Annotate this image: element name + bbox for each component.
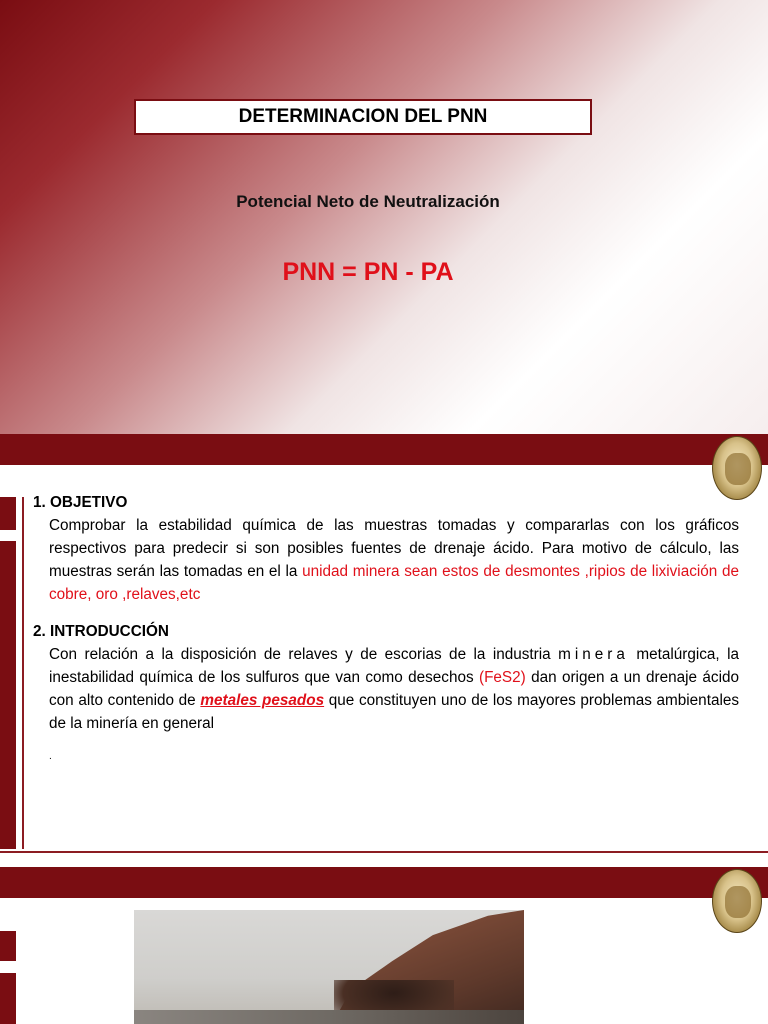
section-objetivo-text: Comprobar la estabilidad química de las muestras tomadas y compararlas con los gráficos respectivos para predecir si son posibles fuentes de drenaje ácido. Para motivo de cálculo, las muestras serán las tomadas en el la unidad minera sean estos de desmontes ,ripios de lixiviación de cobre, oro ,relaves,etc <box>49 517 739 603</box>
title-slide <box>0 0 768 434</box>
university-seal-icon-2 <box>712 869 762 933</box>
header-band-2 <box>0 867 768 898</box>
side-bar-top-2 <box>0 931 16 961</box>
side-bar-main-2 <box>0 973 16 1024</box>
section-introduccion-text: Con relación a la disposición de relaves y de escorias de la industria minera metalúrgica, la inestabilidad química de los sulfuros que van como desechos (FeS2) dan origen a un drenaje ácido con alto contenido de metales pesados que constituyen uno de los mayores problemas ambientales de la minería en general <box>49 646 740 732</box>
slide-content <box>33 491 739 768</box>
side-line <box>22 497 24 849</box>
slide-subtitle: Potencial Neto de Neutralización <box>236 192 500 211</box>
side-bar-main <box>0 541 16 849</box>
highlight-unidad-minera: unidad minera sean estos de desmontes ,ripios de lixiviación de cobre, oro ,relaves,etc <box>49 563 739 603</box>
mine-photo <box>134 910 524 1024</box>
bottom-line <box>0 851 768 853</box>
slide-title-box <box>134 99 592 135</box>
section-introduccion-heading: 2. INTRODUCCIÓN <box>33 623 169 640</box>
header-band <box>0 434 768 465</box>
fes2-term: (FeS2) <box>478 669 526 686</box>
slide-title: DETERMINACION DEL PNN <box>238 106 488 127</box>
formula: PNN = PN - PA <box>282 258 454 286</box>
section-objetivo-heading: 1. OBJETIVO <box>33 494 128 511</box>
trailing-dot: . <box>49 751 52 762</box>
side-bar-top <box>0 497 16 530</box>
metales-pesados-term: metales pesados <box>200 692 325 709</box>
